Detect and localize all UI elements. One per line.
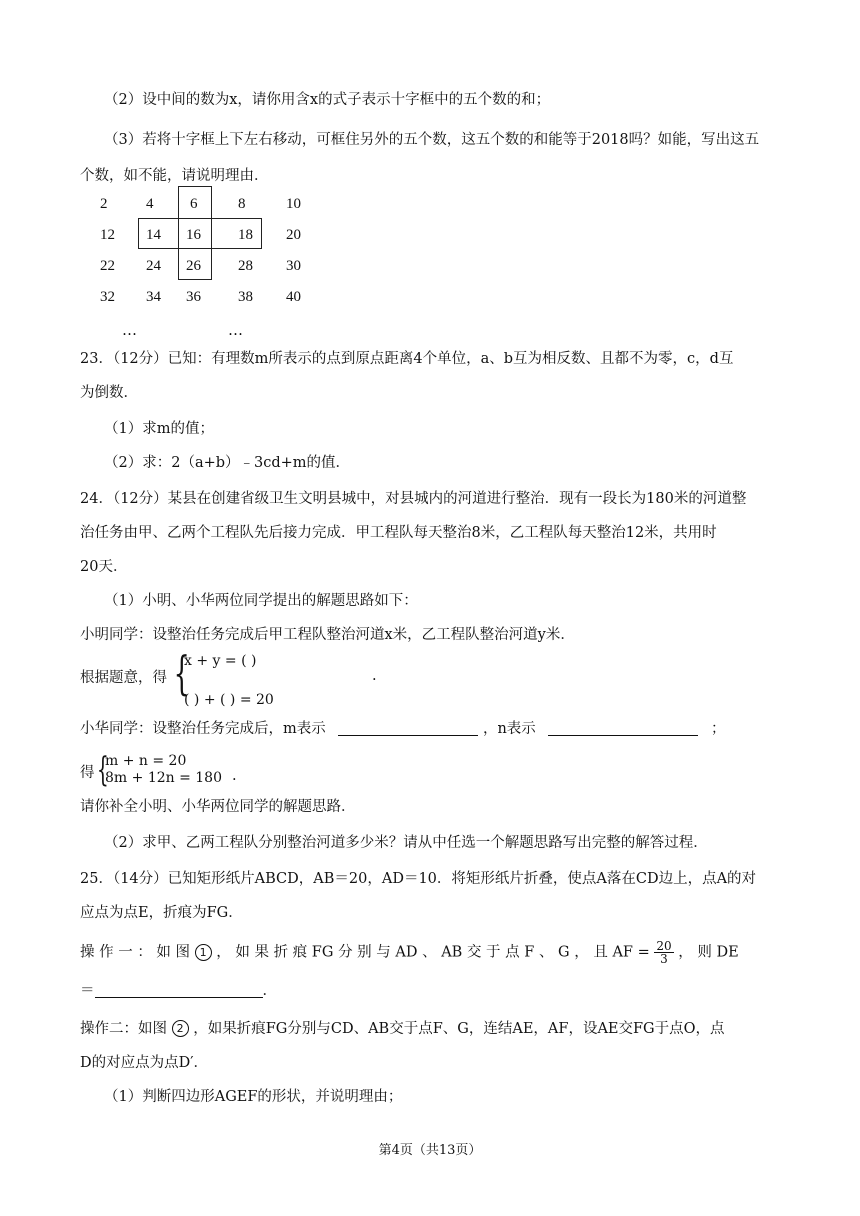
grid-cell: 40 [286, 289, 301, 305]
grid-cell: 24 [146, 258, 161, 274]
q24-part1: （1）小明、小华两位同学提出的解题思路如下： [104, 593, 418, 609]
q24-xiaohua-lead: 得 [80, 765, 95, 781]
q24-xiaohua-b: ，n表示 [482, 721, 536, 737]
grid-cell: 26 [186, 258, 201, 274]
q25-de-answer-line: ＝ ． [80, 983, 277, 999]
q25-operation2: 操作二：如图 2 ，如果折痕FG分别与CD、AB交于点F、G，连结AE，AF，设AE交FG于点O，点 [80, 1021, 725, 1037]
q22-part2: （2）设中间的数为x，请你用含x的式子表示十字框中的五个数的和； [104, 92, 551, 108]
grid-cell: 36 [186, 289, 201, 305]
q24-xiaoming-lead: 根据题意，得 [80, 670, 167, 686]
grid-cell: 2 [100, 196, 108, 212]
grid-cell: 34 [146, 289, 161, 305]
q24-xiaoming-eq1: x + y = ( ) [184, 653, 257, 669]
figure-1-marker: 1 [195, 944, 212, 961]
q24-xiaohua-c: ； [711, 721, 726, 737]
grid-cell: 10 [286, 196, 301, 212]
page-footer: 第4页（共13页） [378, 1143, 482, 1158]
q24-xiaoming: 小明同学：设整治任务完成后甲工程队整治河道x米，乙工程队整治河道y米． [80, 627, 575, 643]
q24-xiaohua-eq1: m + n = 20 [105, 753, 187, 769]
figure-2-marker: 2 [172, 1020, 189, 1037]
q25-line1: 25．（14分）已知矩形纸片ABCD，AB＝20，AD＝10．将矩形纸片折叠，使点A落在CD边上，点A的对 [80, 871, 757, 887]
n-meaning-blank[interactable] [548, 719, 698, 736]
grid-cell: 14 [146, 227, 161, 243]
q25-part1: （1）判断四边形AGEF的形状，并说明理由； [104, 1089, 403, 1105]
fraction-20-over-3: $\frac{20}{3}$ [656, 939, 672, 966]
grid-cell: 32 [100, 289, 115, 305]
grid-cell: 12 [100, 227, 115, 243]
q22-part3-line1: （3）若将十字框上下左右移动，可框住另外的五个数，这五个数的和能等于2018吗？如能，写出这五 [104, 132, 760, 148]
q23-line1: 23．（12分）已知：有理数m所表示的点到原点距离4个单位，a、b互为相反数、且都不为零，c，d互 [80, 351, 734, 367]
grid-cell: 4 [146, 196, 154, 212]
q24-xiaohua-a: 小华同学：设整治任务完成后，m表示 [80, 721, 326, 737]
q24-line3: 20天． [80, 559, 128, 575]
q25-operation1: 操 作 一 ： 如 图 1 ， 如 果 折 痕 FG 分 别 与 AD 、 AB 交 于 点 F 、 G ， 且 AF = $\frac{20}{3}$ ， 则 DE [80, 939, 739, 966]
grid-cell: 20 [286, 227, 301, 243]
grid-cell: 16 [186, 227, 201, 243]
grid-ellipsis: … [122, 321, 137, 339]
q23-part2: （2）求：2（a+b）﹣3cd+m的值． [104, 455, 351, 471]
q24-line1: 24．（12分）某县在创建省级卫生文明县城中，对县城内的河道进行整治．现有一段长为180米的河道整 [80, 491, 747, 507]
de-answer-blank[interactable] [95, 981, 263, 998]
grid-cell: 8 [238, 196, 246, 212]
q24-xiaohua-eq2: 8m + 12n = 180 [105, 770, 222, 786]
equation-brace: { [173, 646, 190, 700]
q25-line2: 应点为点E，折痕为FG． [80, 905, 243, 921]
q24-line2: 治任务由甲、乙两个工程队先后接力完成．甲工程队每天整治8米，乙工程队每天整治12米，共用时 [80, 525, 717, 541]
grid-cell: 22 [100, 258, 115, 274]
grid-cell: 30 [286, 258, 301, 274]
q22-part3-line2: 个数，如不能，请说明理由． [80, 168, 269, 184]
q23-part1: （1）求m的值； [104, 421, 214, 437]
m-meaning-blank[interactable] [338, 719, 478, 736]
q23-line2: 为倒数． [80, 385, 138, 401]
q25-operation2-line2: D的对应点为点D′． [80, 1055, 209, 1071]
q24-xiaohua-line [80, 719, 726, 739]
q24-ask: 请你补全小明、小华两位同学的解题思路． [80, 799, 356, 815]
q24-part2: （2）求甲、乙两工程队分别整治河道多少米？请从中任选一个解题思路写出完整的解答过程． [104, 835, 708, 851]
grid-cell: 6 [190, 196, 198, 212]
grid-cell: 18 [238, 227, 253, 243]
grid-ellipsis: … [228, 321, 243, 339]
q24-eq-period: . [372, 668, 377, 684]
q24-xiaoming-eq2: ( ) + ( ) = 20 [184, 692, 274, 708]
grid-cell: 38 [238, 289, 253, 305]
grid-cell: 28 [238, 258, 253, 274]
equation-brace: { [96, 750, 109, 790]
q24-eq-period: . [232, 768, 237, 784]
